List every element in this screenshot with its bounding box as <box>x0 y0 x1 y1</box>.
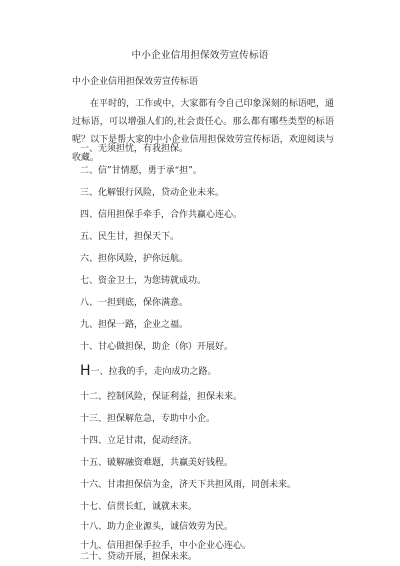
slogan-item: 三、化解银行风险，贷动企业未来。 <box>80 188 225 198</box>
slogan-lead-char: H <box>80 363 91 379</box>
document-subtitle: 中小企业信用担保效劳宣传标语 <box>72 77 199 87</box>
slogan-item: 十二、控制风险，保证利益，担保未来。 <box>80 392 243 402</box>
slogan-text: 一、拉我的手，走向成功之路。 <box>90 367 217 377</box>
slogan-item: 二十、贷动开展，担保未来。 <box>80 552 198 562</box>
slogan-item: 八、一担到底，保你满意。 <box>80 298 189 308</box>
slogan-item: 十、甘心做担保，助企（你）开展好。 <box>80 342 234 352</box>
slogan-item: 十五、破解融资难题，共赢美好钱程。 <box>80 458 234 468</box>
slogan-item: 十四、立足甘肃，促动经济。 <box>80 436 198 446</box>
slogan-item: 七、资金卫士，为您铸就成功。 <box>80 276 207 286</box>
slogan-item: 六、担你风险，护你远航。 <box>80 254 189 264</box>
slogan-item: 十八、助力企业源头，诚信效劳为民。 <box>80 522 234 532</box>
slogan-item: 四、信用担保手牵手，合作共赢心连心。 <box>80 210 243 220</box>
slogan-item: 九、担保一路，企业之福。 <box>80 320 189 330</box>
intro-paragraph: 在平时的，工作或中，大家都有令自己印象深刻的标语吧，通过标语，可以增强人们的,社会责任心。那么都有哪些类型的标语呢？以下是帮大家的中小企业信用担保效劳宣传标语，欢迎阅读与收藏。 <box>72 99 334 163</box>
slogan-item: 十七、信贯长虹，诚就未来。 <box>80 502 198 512</box>
slogan-item: 一、无须担忧，有我担保。 <box>80 144 189 154</box>
document-title: 中小企业信用担保效劳宣传标语 <box>131 50 269 61</box>
slogan-item: 十九、信用担保手拉手，中小企业心连心。 <box>80 541 252 551</box>
slogan-item: 五、民生甘，担保天下。 <box>80 232 180 242</box>
slogan-item: 十六、甘肃担保信为金，济天下共担风雨，同创未来。 <box>80 480 297 490</box>
slogan-item: 二、信”甘情愿，勇于承“担”。 <box>80 166 202 176</box>
slogan-item: 十三、担保解危急，专助中小企。 <box>80 414 216 424</box>
slogan-item <box>80 363 217 379</box>
